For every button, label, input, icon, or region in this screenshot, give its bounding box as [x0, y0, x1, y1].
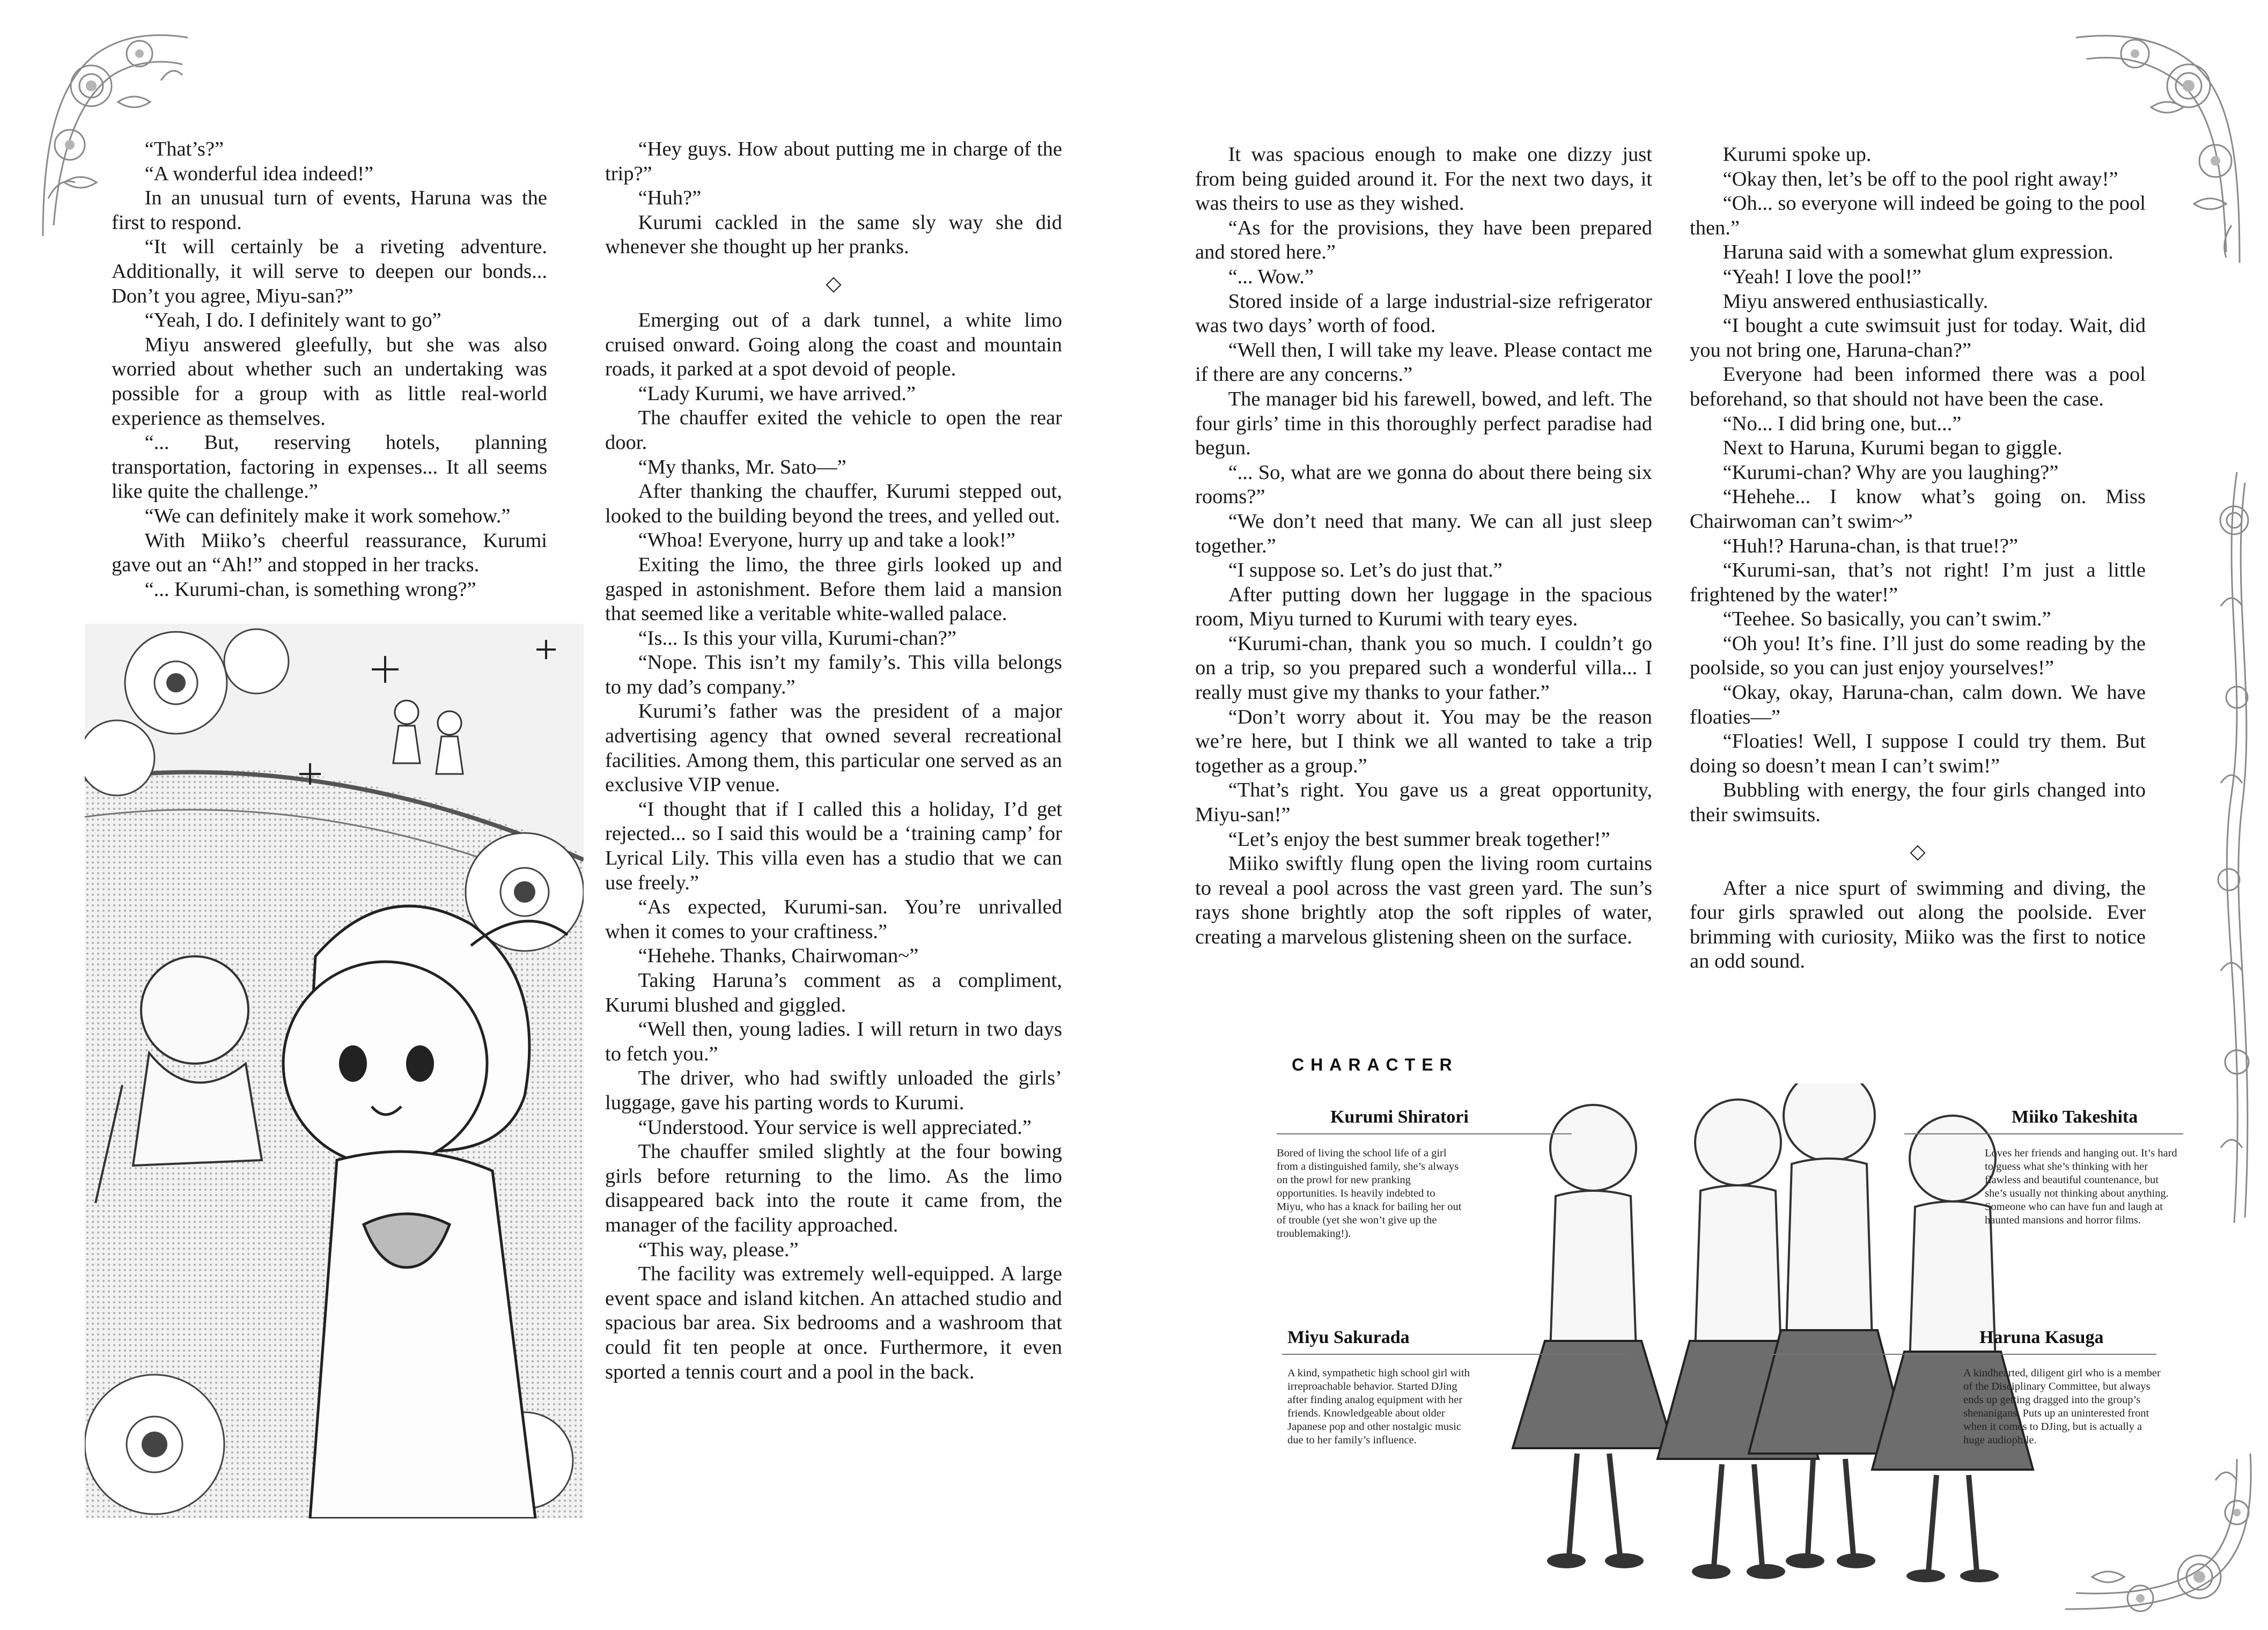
paragraph: “Kurumi-chan, thank you so much. I couldn’t go on a trip, so you prepared such a wonderful villa... I really must give my thanks to your father.” [1195, 632, 1652, 704]
paragraph: “Oh... so everyone will indeed be going to the pool then.” [1690, 192, 2146, 239]
character-name-haruna: Haruna Kasuga [1979, 1327, 2104, 1347]
paragraph: “Lady Kurumi, we have arrived.” [638, 382, 916, 405]
paragraph: Emerging out of a dark tunnel, a white limo cruised onward. Going along the coast and mountain roads, it parked at a spot devoid of people. [605, 308, 1062, 381]
callout-line-miyu [1282, 1354, 1625, 1355]
paragraph: “Yeah! I love the pool!” [1722, 265, 1921, 288]
paragraph: Miiko swiftly flung open the living room curtains to reveal a pool across the vast green yard. The sun’s rays shone brightly atop the soft ripples of water, creating a marvelous glistening sheen on the surface. [1195, 852, 1652, 948]
paragraph: After thanking the chauffer, Kurumi stepped out, looked to the building beyond the trees, and yelled out. [605, 480, 1062, 527]
callout-line-miiko [1904, 1133, 2183, 1134]
paragraph: “A wonderful idea indeed!” [144, 162, 374, 185]
paragraph: “As for the provisions, they have been prepared and stored here.” [1195, 216, 1652, 264]
paragraph: “Kurumi-san, that’s not right! I’m just a little frightened by the water!” [1690, 559, 2146, 606]
paragraph: “Yeah, I do. I definitely want to go” [144, 309, 441, 332]
character-desc-haruna: A kindhearted, diligent girl who is a member of the Disciplinary Committee, but always ends up getting dragged into the group’s shenanigans. Puts up an uninterested front when it comes to DJing, but is actually a huge audiophile. [1963, 1367, 2161, 1446]
text-column-1 [112, 137, 547, 602]
character-desc-miyu: A kind, sympathetic high school girl with irreproachable behavior. Started DJing after finding analog equipment with her friends. Knowledgeable about older Japanese pop and other nostalgic music due to her family’s influence. [1287, 1367, 1470, 1446]
paragraph: Exiting the limo, the three girls looked up and gasped in astonishment. Before them laid a mansion that seemed like a veritable white-walled palace. [605, 553, 1062, 625]
paragraph: The chauffer smiled slightly at the four bowing girls before returning to the limo. As the limo disappeared back into the route it came from, the manager of the facility approached. [605, 1140, 1062, 1236]
paragraph: Everyone had been informed there was a pool beforehand, so that should not have been the case. [1690, 363, 2146, 410]
text-column-4 [1690, 143, 2146, 974]
paragraph: Bubbling with energy, the four girls changed into their swimsuits. [1690, 779, 2146, 827]
character-desc-kurumi: Bored of living the school life of a girl from a distinguished family, she’s always on the prowl for new pranking opportunities. Is heavily indebted to Miyu, who has a knack for bailing her out of trouble (yet she won’t give up the troublemaking!). [1277, 1147, 1462, 1240]
text-column-3 [1195, 143, 1652, 950]
scene-separator: ◇ [826, 272, 842, 295]
paragraph: “Huh!? Haruna-chan, is that true!?” [1722, 534, 2019, 557]
paragraph: “... Wow.” [1228, 265, 1314, 288]
paragraph: “Oh you! It’s fine. I’ll just do some reading by the poolside, so you can just enjoy yourselves!” [1690, 632, 2146, 680]
paragraph: “Hehehe. Thanks, Chairwoman~” [638, 945, 919, 968]
paragraph: “... Kurumi-chan, is something wrong?” [144, 578, 476, 601]
paragraph: “I suppose so. Let’s do just that.” [1228, 559, 1503, 582]
paragraph: “That’s?” [144, 138, 224, 160]
paragraph: It was spacious enough to make one dizzy just from being guided around it. For the next two days, it was theirs to use as they wished. [1195, 143, 1652, 215]
paragraph: Kurumi spoke up. [1722, 143, 1872, 166]
paragraph: “... But, reserving hotels, planning transportation, factoring in expenses... It all seems like quite the challenge.” [112, 431, 547, 503]
paragraph: “We don’t need that many. We can all just sleep together.” [1195, 510, 1652, 557]
paragraph: “Hehehe... I know what’s going on. Miss Chairwoman can’t swim~” [1690, 485, 2146, 533]
paragraph: “I thought that if I called this a holiday, I’d get rejected... so I said this would be a ‘training camp’ for Lyrical Lily. This villa even has a studio that we can use freely.” [605, 798, 1062, 894]
paragraph: “Kurumi-chan? Why are you laughing?” [1722, 461, 2059, 484]
paragraph: “Don’t worry about it. You may be the reason we’re here, but I think we all wanted to take a trip together as a group.” [1195, 705, 1652, 777]
callout-line-haruna [1770, 1354, 2156, 1355]
paragraph: “This way, please.” [638, 1238, 799, 1261]
character-section-title: CHARACTER [1292, 1055, 1459, 1074]
side-ornament-right [2205, 472, 2258, 1223]
callout-line-kurumi [1277, 1133, 1572, 1134]
character-name-miyu: Miyu Sakurada [1287, 1327, 1410, 1347]
paragraph: “We can definitely make it work somehow.” [144, 504, 511, 527]
paragraph: “Teehee. So basically, you can’t swim.” [1722, 608, 2051, 631]
paragraph: “Well then, young ladies. I will return in two days to fetch you.” [605, 1018, 1062, 1065]
paragraph: “Floaties! Well, I suppose I could try them. But doing so doesn’t mean I can’t swim!” [1690, 730, 2146, 777]
paragraph: “I bought a cute swimsuit just for today. Wait, did you not bring one, Haruna-chan?” [1690, 314, 2146, 362]
paragraph: Miyu answered gleefully, but she was also worried about whether such an undertaking was possible for a group with as little real-world experience as themselves. [112, 333, 547, 430]
paragraph: “As expected, Kurumi-san. You’re unrivalled when it comes to your craftiness.” [605, 896, 1062, 943]
paragraph: After putting down her luggage in the spacious room, Miyu turned to Kurumi with teary eyes. [1195, 583, 1652, 631]
paragraph: “Hey guys. How about putting me in charge of the trip?” [605, 138, 1062, 185]
paragraph: “Let’s enjoy the best summer break together!” [1228, 828, 1610, 851]
paragraph: Miyu answered enthusiastically. [1722, 290, 1989, 313]
paragraph: “My thanks, Mr. Sato—” [638, 455, 846, 478]
paragraph: “Is... Is this your villa, Kurumi-chan?” [638, 626, 956, 650]
paragraph: Haruna said with a somewhat glum expression. [1722, 241, 2114, 264]
paragraph: Next to Haruna, Kurumi began to giggle. [1722, 437, 2063, 460]
character-name-miiko: Miiko Takeshita [2012, 1107, 2138, 1127]
paragraph: “Nope. This isn’t my family’s. This villa belongs to my dad’s company.” [605, 651, 1062, 698]
paragraph: “Okay then, let’s be off to the pool right away!” [1722, 167, 2118, 190]
paragraph: Stored inside of a large industrial-size refrigerator was two days’ worth of food. [1195, 290, 1652, 337]
paragraph: Kurumi cackled in the same sly way she did whenever she thought up her pranks. [605, 211, 1062, 259]
paragraph: “Well then, I will take my leave. Please contact me if there are any concerns.” [1195, 338, 1652, 386]
paragraph: After a nice spurt of swimming and diving, the four girls sprawled out along the poolside. Ever brimming with curiosity, Miiko was the first to notice an odd sound. [1690, 876, 2146, 973]
paragraph: The facility was extremely well-equipped. A large event space and island kitchen. An attached studio and spacious bar area. Six bedrooms and a washroom that could fit ten people at once. Furthermore, it even sported a tennis court and a pool in the back. [605, 1263, 1062, 1383]
paragraph: Taking Haruna’s comment as a compliment, Kurumi blushed and giggled. [605, 969, 1062, 1016]
pool-scene-illustration [85, 624, 584, 1518]
paragraph: “Okay, okay, Haruna-chan, calm down. We have floaties—” [1690, 681, 2146, 728]
character-desc-miiko: Loves her friends and hanging out. It’s hard to guess what she’s thinking with her flawless and beautiful countenance, but she’s usually not thinking about anything. Someone who can have fun and laugh at haunted mansions and horror films. [1985, 1147, 2177, 1226]
paragraph: “Understood. Your service is well appreciated.” [638, 1116, 1032, 1139]
paragraph: The chauffer exited the vehicle to open the rear door. [605, 407, 1062, 454]
text-column-2 [605, 137, 1062, 1384]
paragraph: “Huh?” [638, 187, 702, 210]
paragraph: In an unusual turn of events, Haruna was the first to respond. [112, 187, 547, 234]
scene-separator: ◇ [1910, 840, 1926, 863]
paragraph: Kurumi’s father was the president of a major advertising agency that owned several recreational facilities. Among them, this particular one served as an exclusive VIP venue. [605, 700, 1062, 796]
paragraph: “That’s right. You gave us a great opportunity, Miyu-san!” [1195, 779, 1652, 827]
paragraph: The manager bid his farewell, bowed, and left. The four girls’ time in this thoroughly perfect paradise had begun. [1195, 387, 1652, 460]
paragraph: With Miiko’s cheerful reassurance, Kurumi gave out an “Ah!” and stopped in her tracks. [112, 529, 547, 577]
paragraph: “Whoa! Everyone, hurry up and take a look!” [638, 529, 1015, 552]
paragraph: The driver, who had swiftly unloaded the girls’ luggage, gave his parting words to Kurumi. [605, 1067, 1062, 1114]
paragraph: “It will certainly be a riveting adventure. Additionally, it will serve to deepen our bonds... Don’t you agree, Miyu-san?” [112, 235, 547, 307]
paragraph: “... So, what are we gonna do about there being six rooms?” [1195, 461, 1652, 508]
paragraph: “No... I did bring one, but...” [1722, 412, 1962, 435]
character-name-kurumi: Kurumi Shiratori [1330, 1107, 1469, 1127]
